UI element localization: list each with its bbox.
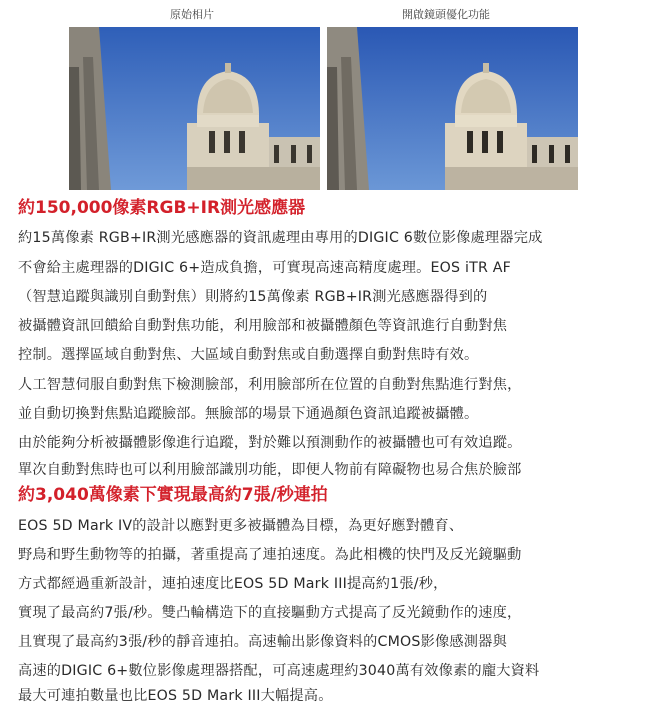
section1-line: 控制。選擇區域自動對焦、大區域自動對焦或自動選擇自動對焦時有效。 xyxy=(18,347,479,363)
section2-line: 實現了最高約7張/秒。雙凸輪構造下的直接驅動方式提高了反光鏡動作的速度， xyxy=(18,605,522,621)
section2-line: 方式都經過重新設計，連拍速度比EOS 5D Mark III提高約1張/秒， xyxy=(18,576,448,592)
section2-line: 最大可連拍數量也比EOS 5D Mark III大幅提高。 xyxy=(18,688,333,704)
section1-heading: 約150,000像素RGB+IR測光感應器 xyxy=(18,198,306,218)
section1-line: 由於能夠分析被攝體影像進行追蹤，對於難以預測動作的被攝體也可有效追蹤。 xyxy=(18,435,522,451)
section2-line: 高速的DIGIC 6+數位影像處理器搭配，可高速處理約3040萬有效像素的龐大資料 xyxy=(18,663,540,679)
section1-line: 被攝體資訊回饋給自動對焦功能，利用臉部和被攝體顏色等資訊進行自動對焦 xyxy=(18,318,508,334)
photo-comparison xyxy=(69,0,578,190)
section1-line: 單次自動對焦時也可以利用臉部識別功能，即便人物前有障礙物也易合焦於臉部 xyxy=(18,462,522,478)
section2-heading: 約3,040萬像素下實現最高約7張/秒連拍 xyxy=(18,485,328,505)
section2-line: 且實現了最高約3張/秒的靜音連拍。高速輸出影像資料的CMOS影像感測器與 xyxy=(18,634,507,650)
section1-line: 不會給主處理器的DIGIC 6+造成負擔，可實現高速高精度處理。EOS iTR AF xyxy=(18,260,512,276)
optimized-photo xyxy=(327,27,578,190)
original-photo-caption: 原始相片 xyxy=(170,8,214,21)
section1-line: 並自動切換對焦點追蹤臉部。無臉部的場景下通過顏色資訊追蹤被攝體。 xyxy=(18,406,479,422)
section1-line: （智慧追蹤與識別自動對焦）則將約15萬像素 RGB+IR測光感應器得到的 xyxy=(18,289,488,305)
section2-line: EOS 5D Mark IV的設計以應對更多被攝體為目標，為更好應對體育、 xyxy=(18,518,464,534)
original-photo xyxy=(69,27,320,190)
section2-line: 野鳥和野生動物等的拍攝，著重提高了連拍速度。為此相機的快門及反光鏡驅動 xyxy=(18,547,522,563)
section1-line: 人工智慧伺服自動對焦下檢測臉部，利用臉部所在位置的自動對焦點進行對焦， xyxy=(18,377,522,393)
optimized-photo-caption: 開啟鏡頭優化功能 xyxy=(402,8,490,21)
section1-line: 約15萬像素 RGB+IR測光感應器的資訊處理由專用的DIGIC 6數位影像處理器完成 xyxy=(18,230,543,246)
